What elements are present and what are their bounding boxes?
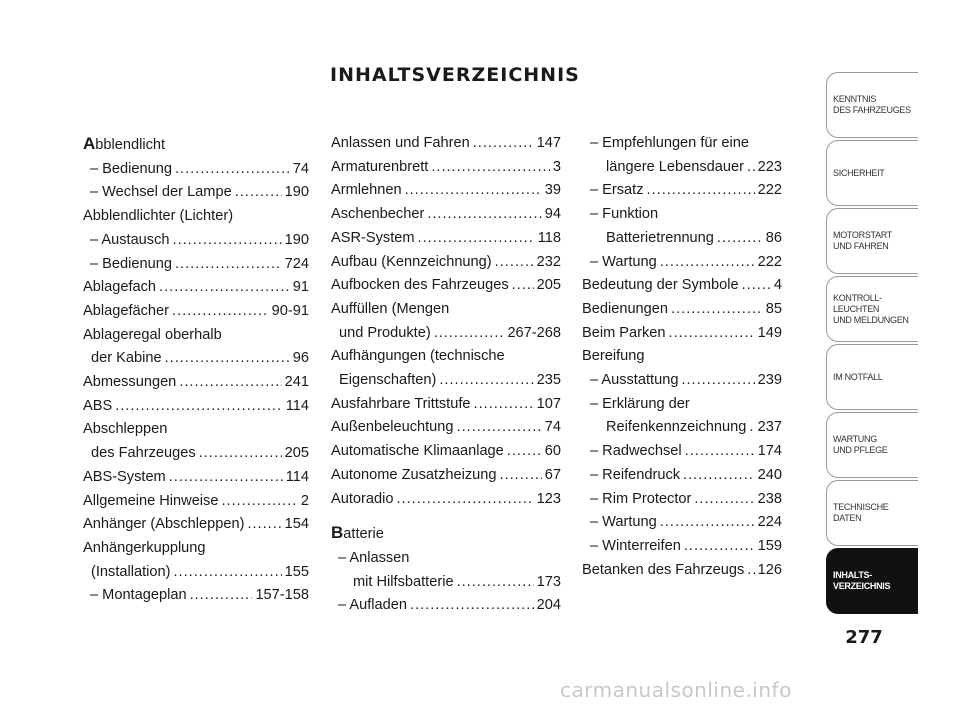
chapter-tab[interactable] [826, 72, 918, 138]
index-entry-text: ABS-System [83, 468, 166, 485]
index-entry-page: 126 [757, 561, 782, 578]
index-entry-page: 267-268 [507, 324, 561, 341]
index-entry-page: 154 [284, 516, 309, 533]
index-entry-page: 155 [284, 563, 309, 580]
index-entry-page: 2 [300, 492, 309, 509]
index-entry [83, 181, 309, 205]
dot-leader [173, 229, 282, 253]
index-entry-text: Aschenbecher [331, 206, 425, 223]
index-entry-text: ABS [83, 397, 113, 414]
index-entry-text: Außenbeleuchtung [331, 419, 454, 436]
index-entry-page: 232 [536, 253, 561, 270]
index-entry [331, 440, 561, 464]
index-entry-page: 114 [285, 397, 309, 414]
index-entry-text: Reifenkennzeichnung [606, 419, 747, 436]
index-entry [582, 251, 782, 275]
index-entry-page: 222 [757, 182, 782, 199]
index-heading [83, 132, 309, 158]
chapter-tab[interactable] [826, 276, 918, 342]
index-entry-page: 241 [284, 374, 309, 391]
index-entry-text: Anlassen und Fahren [331, 135, 470, 151]
index-entry-page: 74 [292, 160, 309, 177]
index-entry [582, 274, 782, 298]
dot-leader [717, 227, 763, 251]
index-line: – Anlassen [338, 549, 410, 566]
page-title: INHALTSVERZEICHNIS [330, 64, 580, 86]
index-line: – Empfehlungen für eine [590, 135, 750, 151]
chapter-tab-label: KONTROLL- LEUCHTEN UND MELDUNGEN [833, 292, 909, 325]
index-line: Anhängerkupplung [83, 539, 206, 556]
index-entry [582, 416, 782, 440]
index-line: Aufhängungen (technische [331, 348, 505, 365]
index-entry-text: – Austausch [90, 231, 170, 248]
dot-leader [190, 584, 253, 608]
watermark: carmanualsonline.info [560, 678, 792, 702]
dot-leader [457, 571, 534, 595]
index-entry [582, 488, 782, 512]
index-entry-text: des Fahrzeuges [91, 445, 196, 462]
index-entry-page: 4 [773, 277, 782, 294]
index-letter: A [83, 134, 96, 153]
chapter-tab[interactable] [826, 480, 918, 546]
chapter-tab-label: KENNTNIS DES FAHRZEUGES [833, 94, 911, 115]
dot-leader [742, 274, 771, 298]
index-entry [331, 251, 561, 275]
index-entry-text: Ablagefach [83, 279, 157, 296]
index-entry-text: – Rim Protector [590, 490, 692, 507]
index-entry-page: 90-91 [271, 302, 309, 319]
index-heading-text: atterie [343, 526, 384, 543]
chapter-tab-label: INHALTS- VERZEICHNIS [833, 570, 891, 591]
index-entry [331, 416, 561, 440]
index-entry [331, 156, 561, 180]
index-entry [582, 535, 782, 559]
index-entry-text: Beim Parken [582, 324, 666, 341]
index-line: Abblendlichter (Lichter) [83, 208, 234, 225]
index-heading-text: bblendlicht [95, 137, 166, 153]
dot-leader [694, 488, 754, 512]
index-entry-page: 85 [765, 300, 782, 317]
index-entry-page: 159 [757, 537, 782, 554]
index-entry [83, 466, 309, 490]
dot-leader [500, 464, 542, 488]
index-entry-page: 149 [757, 324, 782, 341]
index-entry-page: 224 [757, 514, 782, 531]
chapter-tab[interactable] [826, 412, 918, 478]
index-entry-page: 173 [536, 573, 561, 590]
index-line: Abschleppen [83, 421, 168, 438]
index-entry [582, 227, 782, 251]
chapter-tab[interactable] [826, 344, 918, 410]
dot-leader [174, 561, 282, 585]
index-entry-page: 118 [537, 229, 561, 246]
dot-leader [671, 298, 763, 322]
dot-leader [221, 490, 297, 514]
index-entry-text: Abmessungen [83, 374, 177, 391]
dot-leader [495, 251, 534, 275]
index-entry-page: 190 [284, 231, 309, 248]
index-entry-text: – Montageplan [90, 587, 187, 604]
chapter-tab[interactable] [826, 140, 918, 206]
index-entry [83, 513, 309, 537]
dot-leader [457, 416, 542, 440]
dot-leader [179, 371, 281, 395]
index-entry-text: (Installation) [91, 563, 171, 580]
index-entry [331, 594, 561, 618]
dot-leader [474, 393, 534, 417]
dot-leader [660, 251, 755, 275]
chapter-tab-label: IM NOTFALL [833, 371, 883, 382]
dot-leader [247, 513, 281, 537]
index-entry-page: 147 [536, 135, 561, 151]
dot-leader [747, 559, 754, 583]
index-entry-text: und Produkte) [339, 324, 431, 341]
index-entry-text: ASR-System [331, 229, 415, 246]
dot-leader [175, 158, 290, 182]
index-entry-page: 86 [765, 229, 782, 246]
chapter-tab[interactable] [826, 548, 918, 614]
dot-leader [159, 276, 290, 300]
dot-leader [175, 253, 282, 277]
index-entry-text: Bedeutung der Symbole [582, 277, 739, 294]
index-entry [331, 322, 561, 346]
index-entry-text: – Wartung [590, 253, 657, 270]
index-entry-text: – Reifendruck [590, 466, 681, 483]
dot-leader [683, 464, 755, 488]
index-entry-text: Armaturenbrett [331, 158, 429, 175]
index-entry-text: Bedienungen [582, 300, 669, 317]
dot-leader [684, 535, 755, 559]
index-entry-page: 235 [536, 372, 561, 389]
dot-leader [681, 369, 754, 393]
index-line: – Funktion [590, 206, 659, 223]
index-entry [582, 464, 782, 488]
index-entry-text: – Bedienung [90, 255, 172, 272]
index-entry-text: der Kabine [91, 350, 162, 367]
index-entry [582, 179, 782, 203]
chapter-tab[interactable] [826, 208, 918, 274]
index-entry-text: – Ersatz [590, 182, 644, 199]
index-entry-page: 724 [284, 255, 309, 272]
section-gap [331, 511, 561, 521]
index-entry-text: – Aufladen [338, 597, 407, 614]
index-entry-page: 205 [536, 277, 561, 294]
index-entry [582, 369, 782, 393]
index-entry [83, 395, 309, 419]
dot-leader [669, 322, 755, 346]
index-entry-page: 114 [285, 468, 309, 485]
dot-leader [418, 227, 535, 251]
index-entry [331, 227, 561, 251]
index-entry [582, 440, 782, 464]
index-entry-page: 237 [757, 419, 782, 436]
index-line: – Erklärung der [590, 395, 690, 412]
index-entry-text: Eigenschaften) [339, 372, 437, 389]
chapter-tabs [826, 72, 918, 616]
index-entry-page: 205 [284, 445, 309, 462]
index-entry-text: Aufbocken des Fahrzeuges [331, 277, 509, 294]
index-entry [83, 371, 309, 395]
chapter-tab-label: SICHERHEIT [833, 167, 885, 178]
page-number: 277 [845, 627, 883, 648]
index-line: Auffüllen (Mengen [331, 300, 450, 317]
index-entry-text: – Wechsel der Lampe [90, 184, 232, 201]
index-entry-page: 67 [544, 466, 561, 483]
dot-leader [169, 466, 283, 490]
index-entry-text: – Bedienung [90, 160, 172, 177]
index-entry-text: mit Hilfsbatterie [353, 573, 454, 590]
index-entry-text: Autonome Zusatzheizung [331, 466, 497, 483]
index-entry-page: 240 [757, 466, 782, 483]
chapter-tab-label: WARTUNG UND PFLEGE [833, 434, 888, 455]
index-entry-text: Batterietrennung [606, 229, 714, 246]
index-entry-page: 239 [757, 372, 782, 389]
dot-leader [749, 416, 754, 440]
index-entry [331, 488, 561, 512]
dot-leader [439, 369, 533, 393]
index-entry-text: – Ausstattung [590, 372, 679, 389]
index-entry-page: 60 [544, 443, 561, 460]
index-entry-page: 107 [536, 395, 561, 412]
index-entry [83, 561, 309, 585]
chapter-tab-label: TECHNISCHE DATEN [833, 502, 889, 523]
index-entry [83, 347, 309, 371]
index-entry-page: 222 [757, 253, 782, 270]
index-entry [83, 490, 309, 514]
index-entry-page: 174 [757, 443, 782, 460]
dot-leader [405, 179, 542, 203]
index-entry [83, 442, 309, 466]
index-entry-text: Ausfahrbare Trittstufe [331, 395, 471, 412]
index-column-1 [83, 132, 309, 608]
index-entry [331, 203, 561, 227]
index-entry-text: – Radwechsel [590, 443, 682, 460]
dot-leader [685, 440, 755, 464]
dot-leader [396, 488, 533, 512]
dot-leader [199, 442, 282, 466]
dot-leader [647, 179, 755, 203]
dot-leader [115, 395, 283, 419]
index-entry-text: Armlehnen [331, 182, 402, 199]
index-entry [331, 179, 561, 203]
dot-leader [431, 156, 550, 180]
index-entry [331, 393, 561, 417]
index-entry-page: 204 [536, 597, 561, 614]
index-entry [331, 274, 561, 298]
dot-leader [434, 322, 505, 346]
index-entry [83, 229, 309, 253]
dot-leader [235, 181, 282, 205]
index-entry-page: 96 [292, 350, 309, 367]
index-entry-text: Automatische Klimaanlage [331, 443, 504, 460]
index-letter: B [331, 523, 344, 543]
index-entry-page: 190 [284, 184, 309, 201]
index-entry [83, 158, 309, 182]
index-entry-text: – Winterreifen [590, 537, 681, 554]
index-entry-text: Anhänger (Abschleppen) [83, 516, 245, 533]
dot-leader [660, 511, 755, 535]
index-entry [331, 369, 561, 393]
index-entry-page: 123 [536, 490, 561, 507]
index-column-3 [582, 132, 782, 582]
index-entry-text: Allgemeine Hinweise [83, 492, 219, 509]
index-entry-page: 157-158 [255, 587, 309, 604]
index-entry-text: Betanken des Fahrzeugs [582, 561, 745, 578]
index-entry [582, 559, 782, 583]
index-entry-page: 238 [757, 490, 782, 507]
index-entry [331, 571, 561, 595]
index-entry-page: 91 [292, 279, 309, 296]
dot-leader [473, 132, 534, 156]
index-entry-page: 74 [544, 419, 561, 436]
index-entry-text: – Wartung [590, 514, 657, 531]
index-entry-page: 3 [552, 158, 561, 175]
dot-leader [507, 440, 542, 464]
index-entry [331, 132, 561, 156]
dot-leader [410, 594, 534, 618]
dot-leader [747, 156, 755, 180]
index-entry-page: 223 [757, 158, 782, 175]
index-entry [83, 276, 309, 300]
dot-leader [172, 300, 269, 324]
index-entry [582, 156, 782, 180]
index-entry [582, 511, 782, 535]
index-line: Bereifung [582, 348, 645, 365]
index-column-2 [331, 132, 561, 618]
chapter-tab-label: MOTORSTART UND FAHREN [833, 230, 893, 251]
index-entry-text: Ablagefächer [83, 302, 170, 319]
dot-leader [165, 347, 290, 371]
index-entry [582, 322, 782, 346]
index-entry-page: 94 [544, 206, 561, 223]
index-line: Ablageregal oberhalb [83, 326, 222, 343]
index-entry [331, 464, 561, 488]
index-entry [83, 584, 309, 608]
index-entry-text: längere Lebensdauer [606, 158, 744, 175]
index-entry [83, 253, 309, 277]
dot-leader [512, 274, 534, 298]
index-entry [582, 298, 782, 322]
index-entry-text: Autoradio [331, 490, 394, 507]
index-entry-text: Aufbau (Kennzeichnung) [331, 253, 492, 270]
index-entry-page: 39 [544, 182, 561, 199]
dot-leader [427, 203, 541, 227]
index-heading [331, 521, 561, 547]
index-entry [83, 300, 309, 324]
